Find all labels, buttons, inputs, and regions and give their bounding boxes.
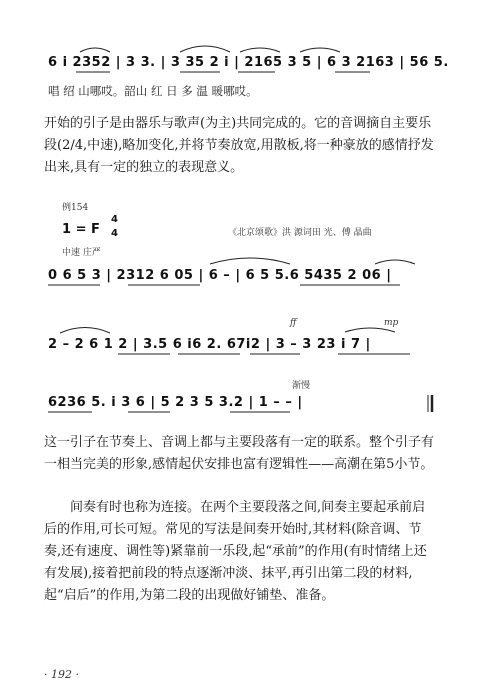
slur-mark [60,328,110,334]
dynamic-ff: ff [290,318,297,328]
example-source: 《北京颂歌》洪 源词田 光、傅 晶曲 [228,228,372,238]
time-signature-top: 4 [111,214,118,225]
time-signature-bottom: 4 [111,228,118,239]
slur-mark [180,46,230,52]
slur-mark [210,258,290,264]
score-top-notes: 6 i 2352 | 3 3. | 3 35 2 i | 2165 3 5 | 6 3 2163 | 56 5. [48,55,449,70]
slur-mark [300,48,340,52]
score-line-2: 2 – 2 6 1 2 | 3.5 6 i6 2. 67i2 | 3 – 3 23 i 7 | [48,337,371,352]
tempo-marking: 中速 庄严 [62,248,101,258]
paragraph-intro: 开始的引子是由器乐与歌声(为主)共同完成的。它的音调摘自主要乐段(2/4,中速),略加变化,并将节奏放宽,用散板,将一种豪放的感情抒发出来,具有一定的独立的表现意义。 [44,116,434,175]
score-line-1: 0 6 5 3 | 2312 6 05 | 6 – | 6 5 5.6 5435 2 06 | [48,268,392,283]
slur-mark [375,260,415,264]
page-number: · 192 · [44,668,79,681]
slur-mark [80,48,110,52]
score-line-3: 6236 5. i 3 6 | 5 2 3 5 3.2 | 1 – – | [48,395,303,410]
paragraph-analysis: 这一引子在节奏上、音调上都与主要段落有一定的联系。整个引子有一相当完美的形象,感情起伏安排也富有逻辑性——高潮在第5小节。 [44,435,435,472]
slur-mark [345,328,395,332]
example-label: 例154 [62,203,89,213]
key-signature: 1 = F [62,222,100,237]
dynamic-mp: mp [384,318,399,328]
paragraph-interlude: 间奏有时也称为连接。在两个主要段落之间,间奏主要起承前启后的作用,可长可短。常见的写法是间奏开始时,其材料(除音调、节奏,还有速度、调性等)紧靠前一乐段,起“承前”的作用(有时情绪上还有发展),接着把前段的特点逐渐冲淡、抹平,再引出第二段的材料,起“启后”的作用,为第二段的出现做好铺垫、准备。 [44,500,427,603]
slur-mark [240,48,280,52]
score-top-lyrics: 唱 绍 山哪哎。韶山 红 日 多 温 暖哪哎。 [48,84,258,98]
ritardando-marking: 渐慢 [292,381,311,391]
